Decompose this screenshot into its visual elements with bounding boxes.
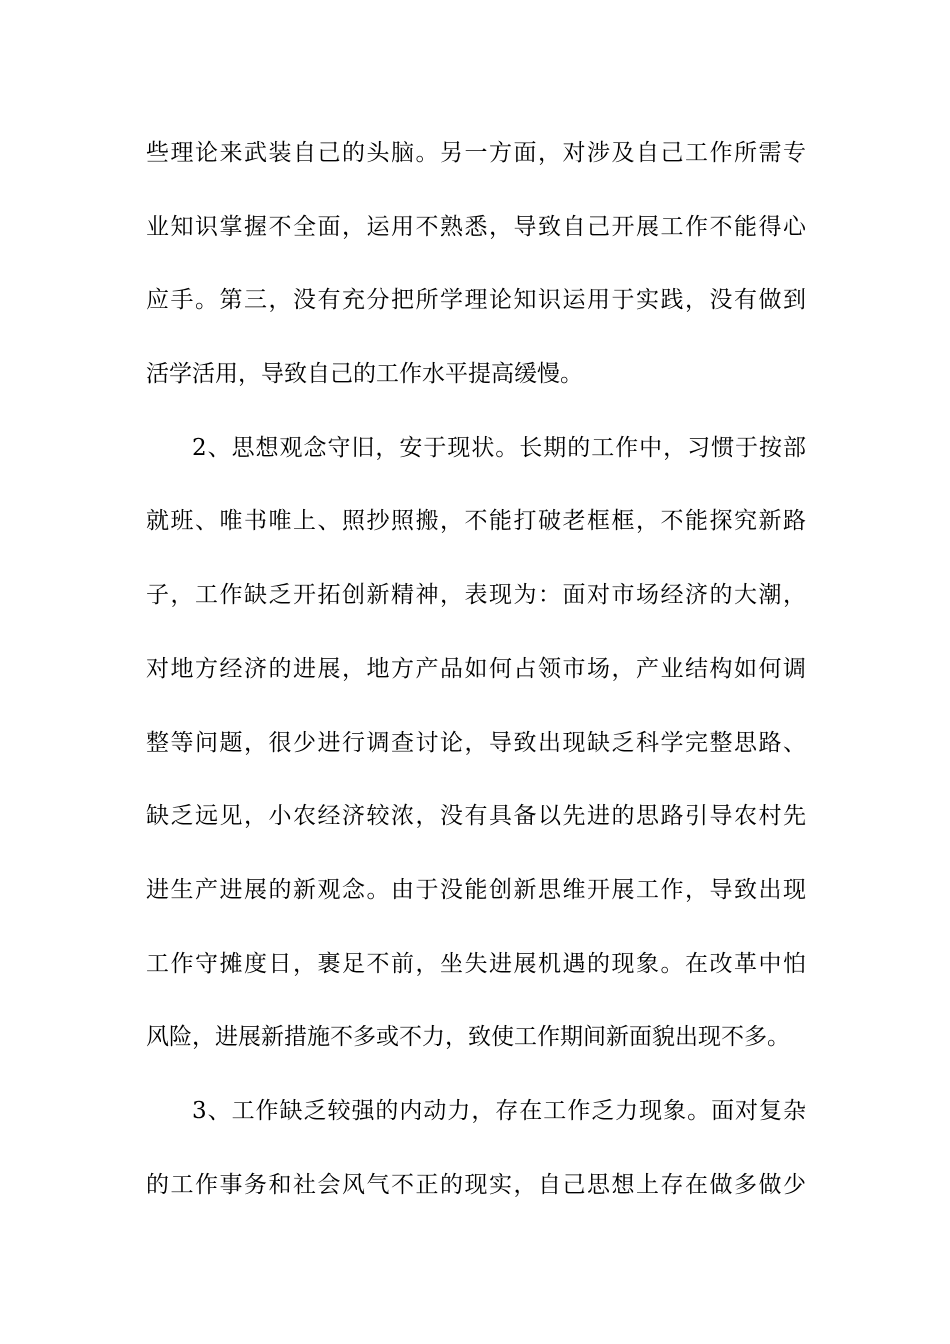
text-line: 的工作事务和社会风气不正的现实，自己思想上存在做多做少 — [146, 1171, 806, 1198]
text-line: 应手。第三，没有充分把所学理论知识运用于实践，没有做到 — [146, 287, 806, 314]
text-line: 工作守摊度日，裹足不前，坐失进展机遇的现象。在改革中怕 — [146, 950, 806, 977]
paragraph-start-line: 2、思想观念守旧，安于现状。长期的工作中，习惯于按部 — [192, 434, 806, 461]
text-line: 风险，进展新措施不多或不力，致使工作期间新面貌出现不多。 — [146, 1024, 790, 1051]
text-line: 缺乏远见，小农经济较浓，没有具备以先进的思路引导农村先 — [146, 803, 806, 830]
text-line: 活学活用，导致自己的工作水平提高缓慢。 — [146, 361, 583, 388]
body-text — [146, 127, 806, 1232]
text-line: 子，工作缺乏开拓创新精神，表现为：面对市场经济的大潮， — [146, 582, 806, 609]
text-line: 就班、唯书唯上、照抄照搬，不能打破老框框，不能探究新路 — [146, 508, 806, 535]
text-line: 整等问题，很少进行调查讨论，导致出现缺乏科学完整思路、 — [146, 729, 806, 756]
text-line: 进生产进展的新观念。由于没能创新思维开展工作，导致出现 — [146, 876, 806, 903]
paragraph-start-line: 3、工作缺乏较强的内动力，存在工作乏力现象。面对复杂 — [192, 1097, 806, 1124]
text-line: 些理论来武装自己的头脑。另一方面，对涉及自己工作所需专 — [146, 140, 806, 166]
text-line: 对地方经济的进展，地方产品如何占领市场，产业结构如何调 — [146, 655, 806, 682]
text-line: 业知识掌握不全面，运用不熟悉，导致自己开展工作不能得心 — [146, 213, 806, 240]
